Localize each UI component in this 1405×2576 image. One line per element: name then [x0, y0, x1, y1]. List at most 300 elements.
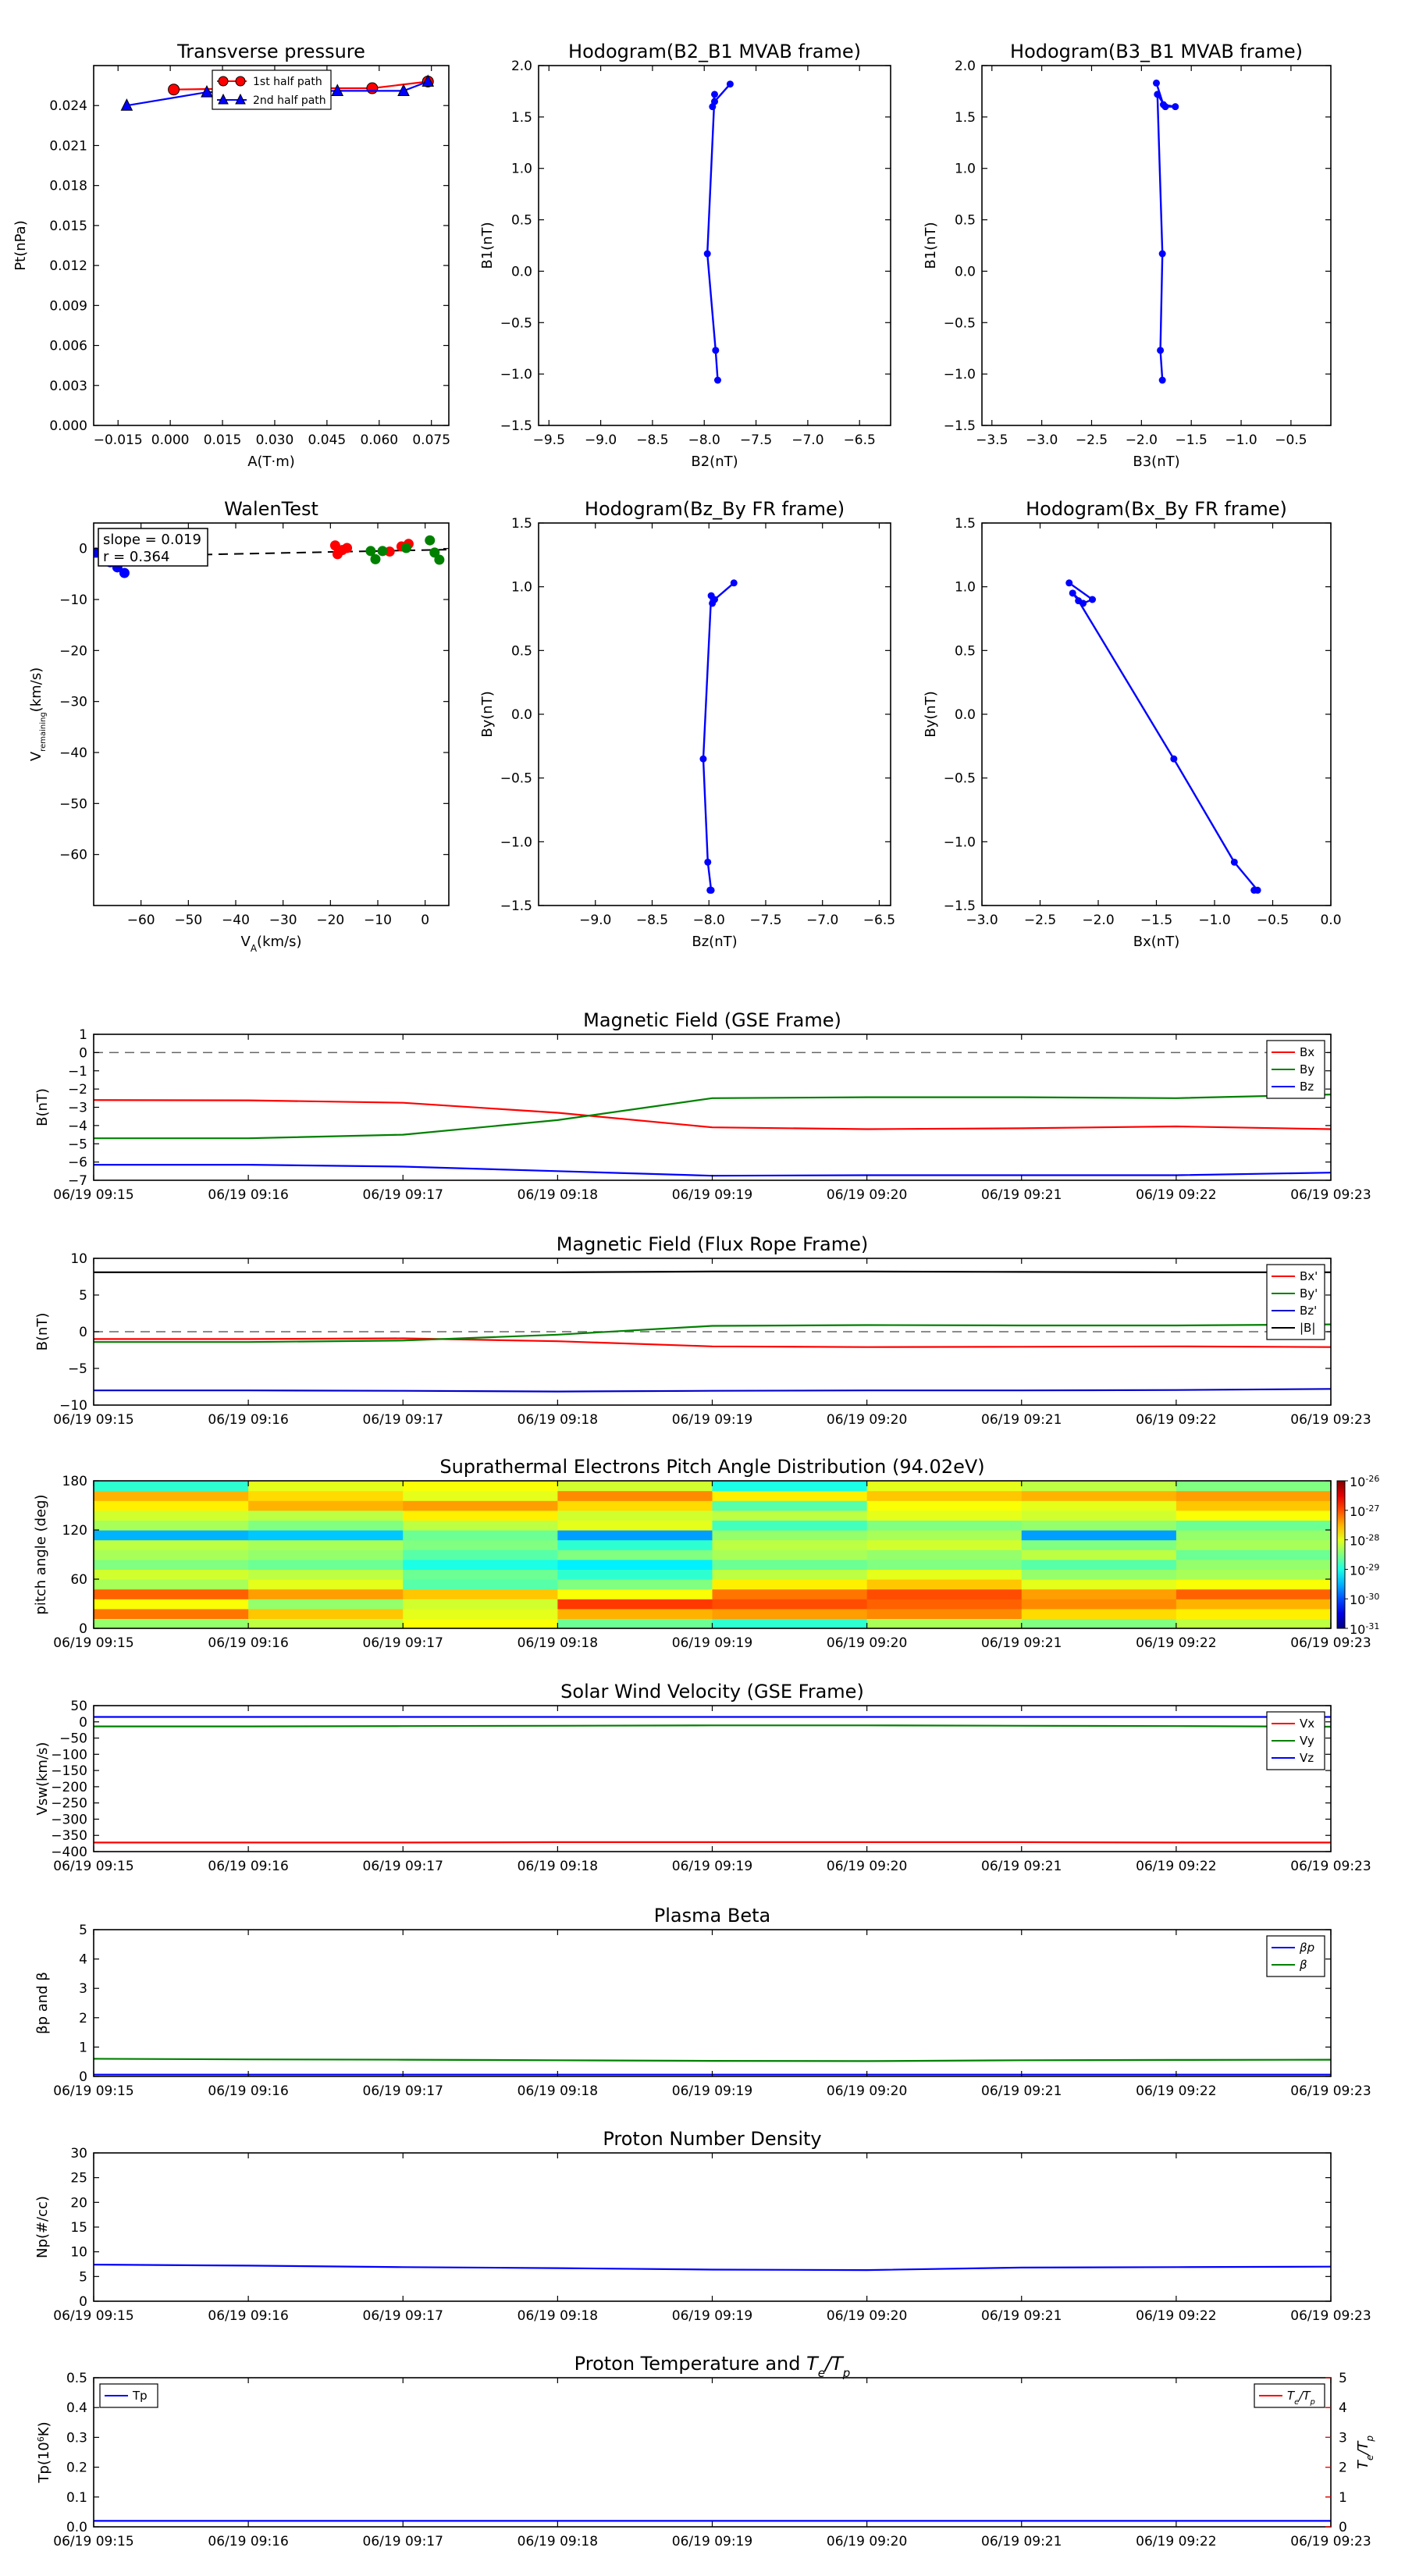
- y-right-tick-label: 2: [1339, 2460, 1347, 2476]
- x-tick-label: −2.5: [1075, 432, 1108, 448]
- y-tick-label: 0: [79, 1325, 87, 1340]
- axes-frame: [94, 2378, 1331, 2527]
- data-point: [1172, 103, 1179, 110]
- x-tick-label: −50: [174, 913, 203, 928]
- y-tick-label: −1.0: [943, 367, 976, 383]
- y-axis-label: B1(nT): [923, 222, 939, 269]
- x-tick-label: −7.5: [749, 913, 782, 928]
- y-tick-label: −150: [51, 1763, 87, 1780]
- y-tick-label: −0.5: [500, 315, 532, 332]
- x-tick-label: −0.5: [1275, 432, 1307, 448]
- y-tick-label: 0: [79, 2294, 87, 2310]
- x-tick-label: 06/19 09:23: [1290, 1187, 1371, 1203]
- x-tick-label: −1.5: [1140, 913, 1173, 928]
- data-point: [727, 80, 734, 87]
- heatmap-cell: [403, 1560, 558, 1570]
- data-point: [1154, 91, 1161, 98]
- heatmap-cell: [713, 1500, 868, 1510]
- chart-title: Magnetic Field (GSE Frame): [583, 1009, 841, 1031]
- data-point: [704, 859, 711, 866]
- heatmap-cell: [248, 1510, 404, 1521]
- x-tick-label: −30: [269, 913, 297, 928]
- axes-frame: [94, 1930, 1331, 2076]
- y-tick-label: −3: [67, 1100, 87, 1116]
- y-tick-label: 30: [70, 2146, 87, 2161]
- heatmap-cell: [403, 1618, 558, 1628]
- series-line: [94, 1165, 1331, 1176]
- x-tick-label: 06/19 09:19: [671, 1635, 753, 1651]
- x-tick-label: 06/19 09:16: [208, 1859, 289, 1874]
- x-tick-label: 06/19 09:21: [981, 2534, 1062, 2549]
- heatmap-cell: [1176, 1618, 1332, 1628]
- x-tick-label: −7.0: [791, 432, 824, 448]
- legend-label: βp: [1300, 1941, 1315, 1955]
- chart-title: Suprathermal Electrons Pitch Angle Distribution (94.02eV): [439, 1456, 985, 1478]
- data-point: [1161, 103, 1168, 110]
- series-line: [1069, 583, 1257, 891]
- y-tick-label: 0.5: [66, 2371, 87, 2386]
- series-line: [94, 1100, 1331, 1129]
- x-tick-label: 06/19 09:21: [981, 1187, 1062, 1203]
- x-tick-label: 06/19 09:18: [517, 1187, 599, 1203]
- x-tick-label: 06/19 09:18: [517, 1412, 599, 1428]
- y-tick-label: 0.0: [66, 2520, 87, 2535]
- x-tick-label: 06/19 09:23: [1290, 1859, 1371, 1874]
- y-tick-label: 0: [79, 1621, 87, 1637]
- data-point: [1231, 859, 1238, 866]
- y-tick-label: −10: [59, 592, 87, 608]
- heatmap-cell: [248, 1491, 404, 1501]
- x-tick-label: 06/19 09:17: [362, 1859, 443, 1874]
- heatmap-cell: [557, 1589, 713, 1599]
- data-point: [169, 84, 180, 95]
- x-tick-label: 06/19 09:18: [517, 2308, 599, 2324]
- y-tick-label: 0.3: [66, 2430, 87, 2446]
- legend-label: Bx': [1300, 1269, 1318, 1283]
- heatmap-cell: [1022, 1550, 1177, 1560]
- heatmap-cell: [403, 1609, 558, 1619]
- data-point: [704, 251, 711, 258]
- y-tick-label: 0.5: [954, 212, 976, 229]
- data-point: [706, 887, 713, 894]
- heatmap-cell: [557, 1510, 713, 1521]
- colorbar-tick-label: $10^{-31}$: [1350, 1621, 1380, 1637]
- heatmap-cell: [1022, 1520, 1177, 1530]
- legend-marker: [236, 76, 245, 86]
- series-line: [1157, 83, 1176, 380]
- y-tick-label: 0.5: [954, 643, 976, 660]
- heatmap-cell: [403, 1550, 558, 1560]
- heatmap-cell: [94, 1579, 249, 1589]
- y-tick-label: 0.012: [49, 258, 87, 275]
- heatmap-cell: [557, 1618, 713, 1628]
- x-axis-label: A(T·m): [247, 454, 295, 470]
- y-axis-label: B1(nT): [479, 222, 496, 269]
- y-tick-label: 0: [79, 2069, 87, 2085]
- heatmap-cell: [1176, 1500, 1332, 1510]
- legend-label: |B|: [1300, 1321, 1316, 1335]
- x-tick-label: 06/19 09:21: [981, 2083, 1062, 2099]
- data-point: [699, 756, 706, 763]
- y-tick-label: 1.5: [954, 109, 976, 126]
- x-tick-label: −1.0: [1198, 913, 1231, 928]
- x-tick-label: −8.5: [635, 913, 669, 928]
- series-line: [94, 2265, 1331, 2270]
- x-tick-label: −2.0: [1125, 432, 1158, 448]
- y-tick-label: 1: [79, 2040, 87, 2056]
- x-tick-label: 06/19 09:18: [517, 2083, 599, 2099]
- heatmap-cell: [94, 1609, 249, 1619]
- legend-label: Bz': [1300, 1304, 1318, 1318]
- y-tick-label: 0: [79, 1714, 87, 1731]
- y-tick-label: 1.5: [954, 516, 976, 532]
- x-tick-label: 06/19 09:23: [1290, 1635, 1371, 1651]
- data-point: [1170, 756, 1177, 763]
- data-point: [342, 543, 352, 553]
- x-tick-label: −7.0: [806, 913, 839, 928]
- x-tick-label: 06/19 09:22: [1136, 1859, 1217, 1874]
- heatmap-cell: [403, 1500, 558, 1510]
- x-tick-label: 0.030: [255, 432, 294, 448]
- chart-title: WalenTest: [224, 498, 318, 520]
- x-tick-label: 06/19 09:15: [53, 2083, 134, 2099]
- y-tick-label: −1.5: [500, 418, 532, 434]
- y-tick-label: 2.0: [510, 59, 532, 74]
- legend-marker: [219, 76, 228, 86]
- series-line: [94, 1725, 1331, 1727]
- heatmap-cell: [557, 1491, 713, 1501]
- heatmap-cell: [248, 1520, 404, 1530]
- heatmap-cell: [713, 1560, 868, 1570]
- y-tick-label: −1.5: [943, 898, 976, 914]
- y-tick-label: 5: [79, 2269, 87, 2286]
- heatmap-cell: [1176, 1530, 1332, 1540]
- x-tick-label: 06/19 09:22: [1136, 2308, 1217, 2324]
- y-axis-label: βp and β: [34, 1972, 51, 2034]
- series-line: [703, 583, 734, 891]
- y-tick-label: 1.5: [510, 109, 532, 126]
- x-tick-label: 0.060: [360, 432, 399, 448]
- x-tick-label: −9.0: [584, 432, 617, 448]
- heatmap-cell: [248, 1599, 404, 1609]
- x-tick-label: −9.0: [579, 913, 612, 928]
- y-axis-label: B(nT): [34, 1312, 51, 1351]
- data-point: [709, 600, 716, 607]
- legend-label: Vy: [1300, 1734, 1314, 1748]
- heatmap-cell: [403, 1481, 558, 1491]
- x-tick-label: 06/19 09:15: [53, 1187, 134, 1203]
- x-tick-label: −3.5: [976, 432, 1008, 448]
- data-point: [709, 103, 716, 110]
- heatmap-cell: [248, 1579, 404, 1589]
- x-tick-label: −6.5: [843, 432, 876, 448]
- y-right-tick-label: 5: [1339, 2371, 1347, 2386]
- heatmap-cell: [1176, 1609, 1332, 1619]
- y-axis-label: $V_{remaining}(km/s)$: [28, 667, 48, 762]
- y-tick-label: −1.5: [943, 418, 976, 434]
- heatmap-cell: [403, 1589, 558, 1599]
- heatmap-cell: [1176, 1599, 1332, 1609]
- x-tick-label: 06/19 09:17: [362, 1187, 443, 1203]
- heatmap-cell: [248, 1481, 404, 1491]
- y-tick-label: −1.0: [943, 834, 976, 851]
- data-point: [714, 377, 721, 384]
- heatmap-cell: [94, 1540, 249, 1550]
- data-point: [378, 546, 388, 556]
- heatmap-cell: [94, 1589, 249, 1599]
- chart-title: Hodogram(Bx_By FR frame): [1026, 498, 1287, 520]
- heatmap-cell: [557, 1560, 713, 1570]
- heatmap-cell: [1176, 1481, 1332, 1491]
- chart-title: Proton Number Density: [603, 2128, 822, 2150]
- heatmap-cell: [94, 1599, 249, 1609]
- y-tick-label: −60: [59, 847, 87, 863]
- axes-frame: [982, 523, 1331, 906]
- data-point: [1157, 347, 1164, 354]
- heatmap-cell: [557, 1481, 713, 1491]
- y-tick-label: 0: [79, 541, 87, 557]
- heatmap-cell: [1022, 1540, 1177, 1550]
- heatmap-cell: [557, 1530, 713, 1540]
- chart-title: Magnetic Field (Flux Rope Frame): [556, 1233, 869, 1255]
- y-tick-label: 180: [62, 1474, 87, 1489]
- x-tick-label: 0.0: [1320, 913, 1342, 928]
- heatmap-cell: [94, 1530, 249, 1540]
- axes-frame: [539, 523, 891, 906]
- y-tick-label: 0: [79, 1045, 87, 1062]
- y-tick-label: −4: [67, 1118, 87, 1134]
- heatmap-cell: [713, 1550, 868, 1560]
- x-tick-label: 06/19 09:23: [1290, 1412, 1371, 1428]
- heatmap-cell: [1022, 1560, 1177, 1570]
- y-tick-label: −1.0: [500, 367, 532, 383]
- y-tick-label: 3: [79, 1981, 87, 1998]
- heatmap-cell: [94, 1510, 249, 1521]
- y-tick-label: −0.5: [943, 315, 976, 332]
- data-point: [731, 579, 738, 586]
- heatmap-cell: [867, 1599, 1023, 1609]
- y-tick-label: 0.1: [66, 2489, 87, 2506]
- heatmap-cell: [1176, 1510, 1332, 1521]
- heatmap-cell: [1022, 1510, 1177, 1521]
- y-axis-label: Np(#/cc): [34, 2196, 51, 2258]
- heatmap-cell: [94, 1569, 249, 1579]
- x-tick-label: −10: [364, 913, 392, 928]
- y-tick-label: 0.000: [49, 418, 87, 434]
- y-tick-label: −350: [51, 1828, 87, 1845]
- heatmap-cell: [248, 1500, 404, 1510]
- data-point: [1153, 80, 1160, 87]
- x-tick-label: 06/19 09:22: [1136, 2534, 1217, 2549]
- y-tick-label: 0.5: [510, 643, 532, 660]
- heatmap-cell: [557, 1579, 713, 1589]
- axes-frame: [94, 1706, 1331, 1852]
- y-tick-label: 0.024: [49, 98, 87, 115]
- x-tick-label: 06/19 09:20: [826, 1412, 908, 1428]
- x-tick-label: 06/19 09:20: [826, 2308, 908, 2324]
- heatmap-cell: [403, 1530, 558, 1540]
- x-tick-label: 06/19 09:15: [53, 1635, 134, 1651]
- heatmap-cell: [1022, 1481, 1177, 1491]
- heatmap-cell: [248, 1540, 404, 1550]
- heatmap-cell: [713, 1491, 868, 1501]
- x-tick-label: 06/19 09:20: [826, 2534, 908, 2549]
- x-tick-label: 06/19 09:22: [1136, 1187, 1217, 1203]
- heatmap-cell: [248, 1618, 404, 1628]
- x-tick-label: 06/19 09:15: [53, 1859, 134, 1874]
- heatmap-cell: [713, 1609, 868, 1619]
- x-axis-label: $V_A(km/s)$: [240, 934, 302, 954]
- heatmap-cell: [1022, 1609, 1177, 1619]
- y-tick-label: −250: [51, 1795, 87, 1812]
- colorbar: [1337, 1481, 1345, 1628]
- data-point: [367, 83, 378, 94]
- y-tick-label: 1.0: [954, 161, 976, 177]
- y-right-tick-label: 0: [1339, 2520, 1347, 2535]
- heatmap-cell: [713, 1599, 868, 1609]
- data-point: [708, 592, 715, 600]
- x-tick-label: −2.5: [1023, 913, 1057, 928]
- data-point: [711, 91, 718, 98]
- y-tick-label: 2: [79, 2010, 87, 2026]
- legend-label: Tp: [133, 2389, 148, 2403]
- chart-title: Hodogram(B2_B1 MVAB frame): [568, 41, 861, 62]
- x-tick-label: 0.000: [151, 432, 190, 448]
- x-tick-label: 06/19 09:18: [517, 1635, 599, 1651]
- x-tick-label: 06/19 09:23: [1290, 2083, 1371, 2099]
- x-tick-label: 06/19 09:19: [671, 2534, 753, 2549]
- y-tick-label: −5: [67, 1361, 87, 1377]
- axes-frame: [982, 66, 1331, 425]
- x-tick-label: 06/19 09:18: [517, 2534, 599, 2549]
- y-tick-label: 0.015: [49, 218, 87, 234]
- heatmap-cell: [94, 1500, 249, 1510]
- x-tick-label: 06/19 09:22: [1136, 1412, 1217, 1428]
- y-tick-label: −5: [67, 1137, 87, 1153]
- heatmap-cell: [713, 1618, 868, 1628]
- y-tick-label: 0.009: [49, 298, 87, 315]
- heatmap-cell: [557, 1500, 713, 1510]
- heatmap-cell: [94, 1550, 249, 1560]
- data-point: [1089, 596, 1096, 603]
- legend-label: $T_e/T_p$: [1287, 2389, 1315, 2407]
- y-tick-label: −0.5: [943, 770, 976, 787]
- x-tick-label: 06/19 09:21: [981, 1635, 1062, 1651]
- x-tick-label: 06/19 09:19: [671, 1187, 753, 1203]
- y-axis-label: pitch angle (deg): [33, 1494, 49, 1615]
- chart-title: Proton Temperature and $T_e/T_p$: [574, 2353, 851, 2380]
- heatmap-cell: [557, 1599, 713, 1609]
- heatmap-cell: [867, 1500, 1023, 1510]
- heatmap-cell: [403, 1579, 558, 1589]
- data-point: [1159, 251, 1166, 258]
- y-tick-label: −1.5: [500, 898, 532, 914]
- y-tick-label: −2: [67, 1082, 87, 1098]
- y-tick-label: −20: [59, 643, 87, 660]
- chart-title: Hodogram(B3_B1 MVAB frame): [1010, 41, 1303, 62]
- y-axis-label: $Tp(10^6K)$: [35, 2421, 52, 2483]
- heatmap-cell: [1176, 1550, 1332, 1560]
- heatmap-cell: [867, 1609, 1023, 1619]
- heatmap-cell: [403, 1520, 558, 1530]
- legend-label: Bx: [1300, 1045, 1315, 1059]
- x-tick-label: 06/19 09:17: [362, 2534, 443, 2549]
- y-tick-label: 120: [62, 1523, 87, 1539]
- series-line: [94, 1339, 1331, 1347]
- x-tick-label: 06/19 09:16: [208, 1635, 289, 1651]
- legend-box: [1267, 1936, 1325, 1976]
- chart-title: Solar Wind Velocity (GSE Frame): [560, 1681, 864, 1703]
- heatmap-cell: [867, 1510, 1023, 1521]
- y-right-tick-label: 3: [1339, 2430, 1347, 2446]
- y-tick-label: 1.5: [510, 516, 532, 532]
- x-tick-label: 0: [421, 913, 430, 928]
- x-tick-label: −7.5: [739, 432, 773, 448]
- y-tick-label: 15: [70, 2220, 87, 2236]
- x-tick-label: 0.015: [203, 432, 242, 448]
- x-tick-label: −20: [316, 913, 345, 928]
- x-tick-label: 06/19 09:15: [53, 2308, 134, 2324]
- y-tick-label: −50: [59, 1731, 87, 1747]
- y-tick-label: 0.0: [954, 264, 976, 280]
- y-tick-label: 0.018: [49, 178, 87, 194]
- data-point: [1250, 887, 1257, 894]
- colorbar-tick-label: $10^{-28}$: [1350, 1532, 1380, 1549]
- x-tick-label: 06/19 09:19: [671, 2083, 753, 2099]
- heatmap-cell: [867, 1589, 1023, 1599]
- x-tick-label: −6.5: [863, 913, 896, 928]
- y-tick-label: 1: [79, 1027, 87, 1043]
- y-tick-label: 20: [70, 2195, 87, 2211]
- heatmap-cell: [867, 1481, 1023, 1491]
- x-tick-label: 06/19 09:20: [826, 1187, 908, 1203]
- heatmap-cell: [1022, 1579, 1177, 1589]
- x-axis-label: B2(nT): [691, 454, 738, 470]
- x-tick-label: 0.075: [412, 432, 451, 448]
- heatmap-cell: [557, 1569, 713, 1579]
- x-tick-label: −1.5: [1175, 432, 1208, 448]
- axes-frame: [94, 523, 449, 906]
- legend-label: 1st half path: [253, 76, 322, 88]
- y-tick-label: 25: [70, 2170, 87, 2186]
- y-tick-label: 1.0: [510, 579, 532, 596]
- heatmap-cell: [248, 1589, 404, 1599]
- legend-label: By: [1300, 1062, 1315, 1076]
- heatmap-cell: [557, 1520, 713, 1530]
- heatmap-cell: [713, 1481, 868, 1491]
- heatmap-cell: [1022, 1491, 1177, 1501]
- annotation-text: r = 0.364: [103, 549, 170, 565]
- heatmap-cell: [713, 1589, 868, 1599]
- chart-title: Transverse pressure: [177, 41, 365, 62]
- heatmap-cell: [94, 1560, 249, 1570]
- x-tick-label: −2.0: [1082, 913, 1115, 928]
- x-tick-label: 06/19 09:16: [208, 2083, 289, 2099]
- heatmap-cell: [403, 1569, 558, 1579]
- heatmap-cell: [713, 1530, 868, 1540]
- x-axis-label: Bz(nT): [692, 934, 738, 950]
- x-tick-label: 06/19 09:22: [1136, 2083, 1217, 2099]
- x-axis-label: B3(nT): [1133, 454, 1180, 470]
- data-point: [425, 535, 435, 546]
- y-tick-label: 0.2: [66, 2460, 87, 2476]
- colorbar-tick-label: $10^{-30}$: [1350, 1591, 1380, 1608]
- x-tick-label: 06/19 09:20: [826, 1635, 908, 1651]
- y-axis-label: By(nT): [479, 691, 496, 738]
- x-tick-label: −8.5: [636, 432, 669, 448]
- y-tick-label: 10: [70, 1251, 87, 1267]
- y-axis-label: Pt(nPa): [12, 220, 29, 271]
